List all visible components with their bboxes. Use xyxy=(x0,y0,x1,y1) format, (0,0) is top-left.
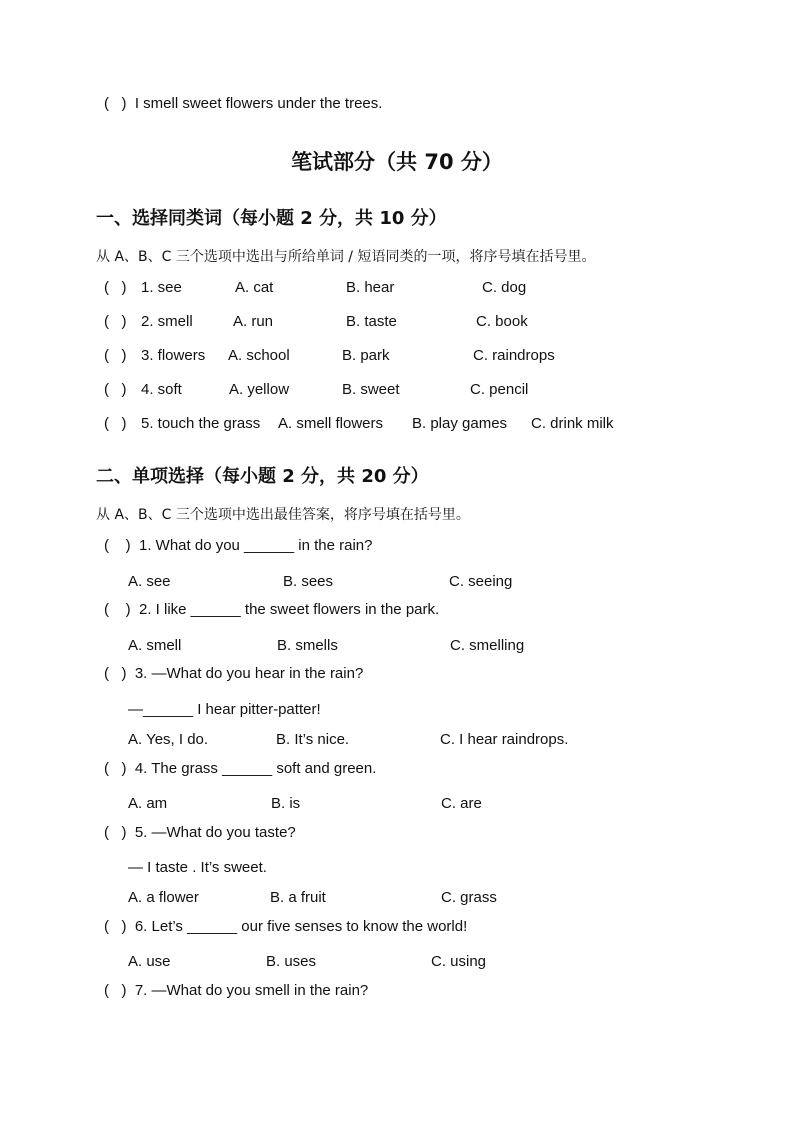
option-c: C. pencil xyxy=(470,381,529,398)
option-a: A. see xyxy=(128,573,171,590)
option-a: A. a flower xyxy=(128,889,199,906)
option-a: A. am xyxy=(128,795,168,812)
answer-bracket[interactable]: ( ) xyxy=(104,381,127,398)
option-c: C. are xyxy=(441,795,482,812)
option-c: C. using xyxy=(431,953,487,970)
answer-bracket[interactable]: ( ) xyxy=(104,415,127,432)
option-b: B. play games xyxy=(412,415,508,432)
option-c: C. I hear raindrops. xyxy=(440,731,569,748)
option-a: A. yellow xyxy=(229,381,290,398)
answer-bracket[interactable]: ( ) xyxy=(104,313,127,330)
item-stem: 2. smell xyxy=(141,313,193,330)
question-stem: ( ) 6. Let’s ______ our five senses to know the world! xyxy=(104,918,468,935)
section-title: 二、单项选择（每小题 2 分，共 20 分） xyxy=(96,466,429,487)
question-line: ( ) I smell sweet flowers under the trees. xyxy=(104,95,383,112)
option-b: B. sweet xyxy=(342,381,400,398)
part-title: 笔试部分（共 70 分） xyxy=(291,150,503,174)
option-b: B. It’s nice. xyxy=(276,731,350,748)
answer-bracket[interactable]: ( ) xyxy=(104,279,127,296)
item-stem: 4. soft xyxy=(141,381,182,398)
instruction: 从 A、B、C 三个选项中选出与所给单词 / 短语同类的一项，将序号填在括号里。 xyxy=(96,249,596,265)
item-stem: 1. see xyxy=(141,279,182,296)
option-c: C. smelling xyxy=(450,637,525,654)
question-stem: ( ) 7. —What do you smell in the rain? xyxy=(104,982,369,999)
option-a: A. Yes, I do. xyxy=(128,731,209,748)
option-a: A. school xyxy=(228,347,290,364)
item-stem: 3. flowers xyxy=(141,347,206,364)
instruction: 从 A、B、C 三个选项中选出最佳答案，将序号填在括号里。 xyxy=(96,507,470,523)
option-c: C. dog xyxy=(482,279,527,296)
question-stem: ( ) 2. I like ______ the sweet flowers in the park. xyxy=(104,601,440,618)
answer-bracket[interactable]: ( ) xyxy=(104,347,127,364)
option-b: B. taste xyxy=(346,313,397,330)
question-stem: ( ) 5. —What do you taste? xyxy=(104,824,296,841)
option-b: B. uses xyxy=(266,953,317,970)
item-stem: 5. touch the grass xyxy=(141,415,261,432)
question-stem: ( ) 4. The grass ______ soft and green. xyxy=(104,760,377,777)
section-title: 一、选择同类词（每小题 2 分，共 10 分） xyxy=(96,208,447,229)
option-b: B. sees xyxy=(283,573,334,590)
option-a: A. smell xyxy=(128,637,182,654)
option-b: B. a fruit xyxy=(270,889,326,906)
option-a: A. cat xyxy=(235,279,274,296)
option-b: B. park xyxy=(342,347,390,364)
option-c: C. grass xyxy=(441,889,497,906)
question-stem: ( ) 3. —What do you hear in the rain? xyxy=(104,665,364,682)
option-b: B. is xyxy=(271,795,301,812)
option-b: B. smells xyxy=(277,637,338,654)
option-a: A. run xyxy=(233,313,274,330)
question-stem: ( ) 1. What do you ______ in the rain? xyxy=(104,537,373,554)
option-c: C. book xyxy=(476,313,528,330)
option-a: A. smell flowers xyxy=(278,415,384,432)
dialogue-reply: —______ I hear pitter-patter! xyxy=(128,701,321,718)
option-c: C. drink milk xyxy=(531,415,614,432)
option-a: A. use xyxy=(128,953,171,970)
dialogue-reply: — I taste . It’s sweet. xyxy=(128,859,267,876)
option-b: B. hear xyxy=(346,279,395,296)
option-c: C. seeing xyxy=(449,573,513,590)
option-c: C. raindrops xyxy=(473,347,555,364)
